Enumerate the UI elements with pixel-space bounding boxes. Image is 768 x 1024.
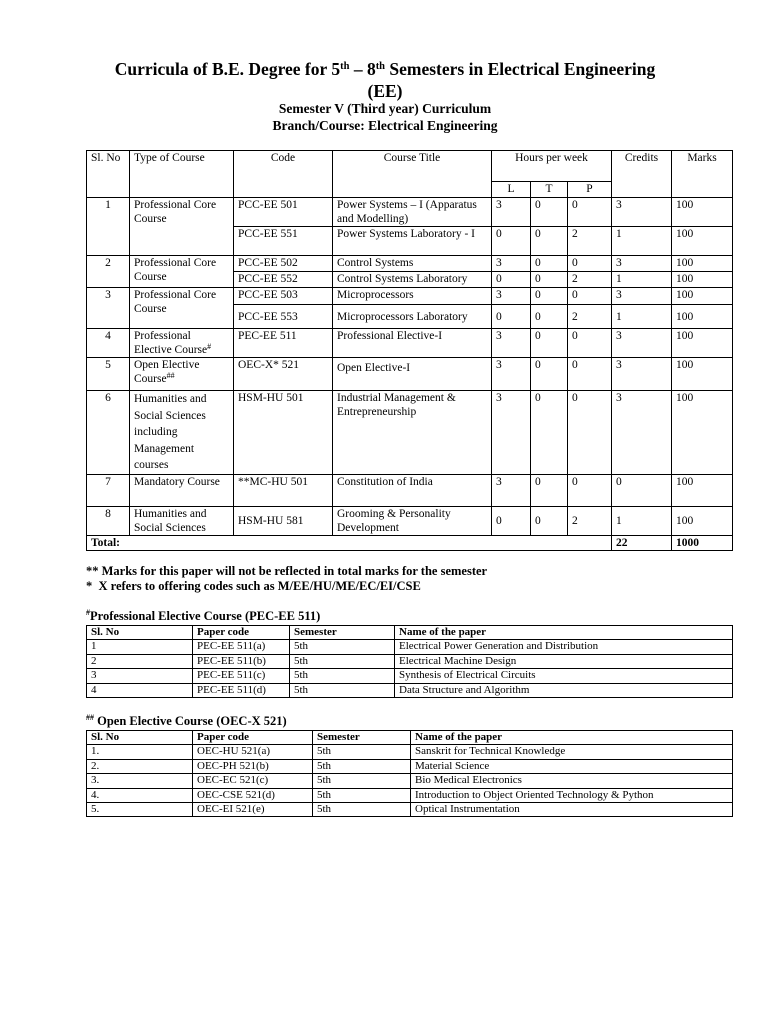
oec-header-sl: Sl. No [87, 731, 193, 745]
cell-code: PEC-EE 511(a) [193, 640, 290, 654]
cell-sl: 4 [87, 329, 130, 358]
cell-marks: 100 [672, 391, 733, 475]
cell-sl: 5. [87, 803, 193, 817]
cell-sl: 7 [87, 474, 130, 506]
cell-code: PCC-EE 503 [234, 288, 333, 305]
header-hours: Hours per week [492, 151, 612, 182]
cell-semester: 5th [290, 669, 395, 683]
cell-type: Humanities and Social Sciences [130, 506, 234, 535]
cell-title: Grooming & Personality Development [333, 506, 492, 535]
cell-t: 0 [531, 272, 568, 288]
cell-sl: 8 [87, 506, 130, 535]
cell-p: 0 [568, 288, 612, 305]
document-subtitle [60, 100, 710, 134]
table-row [87, 759, 733, 773]
cell-t: 0 [531, 391, 568, 475]
pec-header-name: Name of the paper [395, 626, 733, 640]
cell-code: PEC-EE 511(c) [193, 669, 290, 683]
cell-credits: 1 [612, 272, 672, 288]
cell-title: Power Systems – I (Apparatus and Modelling) [333, 198, 492, 227]
cell-semester: 5th [290, 654, 395, 668]
cell-name: Introduction to Object Oriented Technology & Python [411, 788, 733, 802]
cell-sl: 5 [87, 358, 130, 391]
cell-type [130, 329, 234, 358]
table-row [87, 640, 733, 654]
cell-t: 0 [531, 256, 568, 272]
oec-table [86, 730, 733, 817]
cell-t: 0 [531, 329, 568, 358]
oec-section-sup: ## [86, 713, 94, 722]
cell-marks: 100 [672, 329, 733, 358]
cell-name: Electrical Machine Design [395, 654, 733, 668]
cell-t: 0 [531, 305, 568, 329]
cell-marks: 100 [672, 227, 733, 256]
pec-header-row [87, 626, 733, 640]
cell-sl: 6 [87, 391, 130, 475]
cell-sl: 3 [87, 288, 130, 329]
cell-p: 2 [568, 272, 612, 288]
cell-sl: 2. [87, 759, 193, 773]
cell-l: 3 [492, 198, 531, 227]
table-row [87, 788, 733, 802]
cell-code: OEC-CSE 521(d) [193, 788, 313, 802]
oec-header-row [87, 731, 733, 745]
cell-p: 0 [568, 329, 612, 358]
cell-credits: 3 [612, 198, 672, 227]
cell-l: 3 [492, 256, 531, 272]
cell-sl: 2 [87, 654, 193, 668]
cell-t: 0 [531, 358, 568, 391]
cell-p: 2 [568, 305, 612, 329]
cell-sl: 4 [87, 683, 193, 697]
document-title [60, 58, 710, 102]
cell-credits: 3 [612, 288, 672, 305]
cell-l: 3 [492, 391, 531, 475]
oec-section-title [86, 714, 287, 729]
cell-t: 0 [531, 227, 568, 256]
oec-section-title-text: Open Elective Course (OEC-X 521) [94, 714, 287, 728]
cell-p: 0 [568, 256, 612, 272]
footnote: ** Marks for this paper will not be reflected in total marks for the semester [86, 564, 488, 578]
cell-name: Data Structure and Algorithm [395, 683, 733, 697]
oec-header-semester: Semester [313, 731, 411, 745]
cell-name: Material Science [411, 759, 733, 773]
cell-t: 0 [531, 288, 568, 305]
header-title: Course Title [333, 151, 492, 198]
cell-type [130, 358, 234, 391]
cell-p: 0 [568, 358, 612, 391]
table-row [87, 358, 733, 391]
cell-name: Optical Instrumentation [411, 803, 733, 817]
cell-marks: 100 [672, 358, 733, 391]
cell-l: 0 [492, 227, 531, 256]
cell-semester: 5th [313, 745, 411, 759]
cell-sl: 2 [87, 256, 130, 288]
table-row [87, 391, 733, 475]
total-row [87, 535, 733, 550]
cell-sl: 3. [87, 774, 193, 788]
cell-l: 3 [492, 358, 531, 391]
cell-marks: 100 [672, 256, 733, 272]
title-line2: (EE) [367, 81, 403, 101]
table-row [87, 198, 733, 227]
cell-semester: 5th [313, 759, 411, 773]
cell-type: Professional Core Course [130, 198, 234, 256]
header-code: Code [234, 151, 333, 198]
cell-code: PEC-EE 511 [234, 329, 333, 358]
header-p: P [568, 182, 612, 198]
pec-header-semester: Semester [290, 626, 395, 640]
table-row [87, 669, 733, 683]
cell-code: PCC-EE 552 [234, 272, 333, 288]
cell-marks: 100 [672, 198, 733, 227]
cell-name: Sanskrit for Technical Knowledge [411, 745, 733, 759]
cell-type-text: Open Elective Course [134, 359, 200, 385]
cell-semester: 5th [290, 683, 395, 697]
header-sl: Sl. No [87, 151, 130, 198]
cell-p: 0 [568, 198, 612, 227]
table-row [87, 474, 733, 506]
oec-header-name: Name of the paper [411, 731, 733, 745]
total-credits: 22 [612, 535, 672, 550]
pec-section-title [86, 609, 320, 624]
cell-l: 3 [492, 474, 531, 506]
cell-p: 0 [568, 391, 612, 475]
cell-code: OEC-PH 521(b) [193, 759, 313, 773]
cell-sl: 1 [87, 198, 130, 256]
cell-marks: 100 [672, 305, 733, 329]
table-row [87, 683, 733, 697]
cell-semester: 5th [313, 774, 411, 788]
table-row [87, 288, 733, 305]
cell-semester: 5th [313, 803, 411, 817]
cell-code: PEC-EE 511(b) [193, 654, 290, 668]
cell-semester: 5th [313, 788, 411, 802]
header-type: Type of Course [130, 151, 234, 198]
table-row [87, 256, 733, 272]
cell-t: 0 [531, 474, 568, 506]
table-row [87, 774, 733, 788]
header-credits: Credits [612, 151, 672, 198]
total-label: Total: [87, 535, 612, 550]
cell-t: 0 [531, 506, 568, 535]
title-sup: th [340, 61, 350, 72]
cell-type: Professional Core Course [130, 256, 234, 288]
cell-sl: 3 [87, 669, 193, 683]
subtitle-line1: Semester V (Third year) Curriculum [278, 101, 492, 116]
oec-header-code: Paper code [193, 731, 313, 745]
cell-p: 2 [568, 227, 612, 256]
cell-title: Open Elective-I [333, 358, 492, 391]
table-row [87, 745, 733, 759]
cell-title: Control Systems Laboratory [333, 272, 492, 288]
cell-credits: 3 [612, 391, 672, 475]
cell-credits: 3 [612, 358, 672, 391]
pec-header-sl: Sl. No [87, 626, 193, 640]
cell-code: PCC-EE 501 [234, 198, 333, 227]
header-l: L [492, 182, 531, 198]
cell-title: Industrial Management & Entrepreneurship [333, 391, 492, 475]
cell-code: **MC-HU 501 [234, 474, 333, 506]
cell-code: PCC-EE 551 [234, 227, 333, 256]
title-text: Curricula of B.E. Degree for 5 [114, 59, 341, 79]
cell-l: 3 [492, 329, 531, 358]
cell-code: HSM-HU 581 [234, 506, 333, 535]
header-t: T [531, 182, 568, 198]
cell-title: Microprocessors Laboratory [333, 305, 492, 329]
cell-code: OEC-X* 521 [234, 358, 333, 391]
cell-name: Bio Medical Electronics [411, 774, 733, 788]
cell-title: Control Systems [333, 256, 492, 272]
table-row [87, 329, 733, 358]
cell-marks: 100 [672, 288, 733, 305]
cell-t: 0 [531, 198, 568, 227]
footnote: * X refers to offering codes such as M/EE/HU/ME/EC/EI/CSE [86, 579, 421, 593]
cell-credits: 3 [612, 329, 672, 358]
table-row [87, 506, 733, 535]
cell-type-sup: # [207, 342, 212, 351]
cell-name: Electrical Power Generation and Distribution [395, 640, 733, 654]
title-sup: th [375, 61, 386, 72]
subtitle-line2: Branch/Course: Electrical Engineering [272, 118, 498, 133]
cell-code: PCC-EE 553 [234, 305, 333, 329]
cell-marks: 100 [672, 506, 733, 535]
pec-section-sup: # [86, 608, 90, 617]
cell-semester: 5th [290, 640, 395, 654]
cell-type: Humanities and Social Sciences including Management courses [130, 391, 234, 475]
cell-credits: 3 [612, 256, 672, 272]
cell-credits: 1 [612, 305, 672, 329]
cell-marks: 100 [672, 272, 733, 288]
cell-marks: 100 [672, 474, 733, 506]
footnotes [86, 564, 487, 594]
cell-l: 0 [492, 506, 531, 535]
pec-header-code: Paper code [193, 626, 290, 640]
cell-credits: 0 [612, 474, 672, 506]
cell-title: Constitution of India [333, 474, 492, 506]
cell-l: 3 [492, 288, 531, 305]
cell-code: OEC-EC 521(c) [193, 774, 313, 788]
cell-l: 0 [492, 305, 531, 329]
cell-code: PEC-EE 511(d) [193, 683, 290, 697]
cell-sl: 1 [87, 640, 193, 654]
curriculum-table [86, 150, 733, 551]
cell-code: OEC-HU 521(a) [193, 745, 313, 759]
cell-code: OEC-EI 521(e) [193, 803, 313, 817]
cell-type-text: Professional Elective Course [134, 330, 208, 356]
cell-p: 0 [568, 474, 612, 506]
pec-table [86, 625, 733, 698]
cell-code: HSM-HU 501 [234, 391, 333, 475]
cell-sl: 4. [87, 788, 193, 802]
cell-p: 2 [568, 506, 612, 535]
cell-type: Professional Core Course [130, 288, 234, 329]
cell-title: Professional Elective-I [333, 329, 492, 358]
cell-credits: 1 [612, 506, 672, 535]
cell-sl: 1. [87, 745, 193, 759]
total-marks: 1000 [672, 535, 733, 550]
pec-section-title-text: Professional Elective Course (PEC-EE 511) [90, 609, 321, 623]
cell-title: Microprocessors [333, 288, 492, 305]
table-row [87, 654, 733, 668]
cell-type-sup: ## [166, 371, 175, 380]
cell-title: Power Systems Laboratory - I [333, 227, 492, 256]
cell-credits: 1 [612, 227, 672, 256]
header-marks: Marks [672, 151, 733, 198]
table-row [87, 803, 733, 817]
table-header-row [87, 151, 733, 182]
cell-l: 0 [492, 272, 531, 288]
cell-type: Mandatory Course [130, 474, 234, 506]
title-text: – 8 [349, 59, 376, 79]
cell-name: Synthesis of Electrical Circuits [395, 669, 733, 683]
title-text: Semesters in Electrical Engineering [385, 59, 656, 79]
cell-code: PCC-EE 502 [234, 256, 333, 272]
